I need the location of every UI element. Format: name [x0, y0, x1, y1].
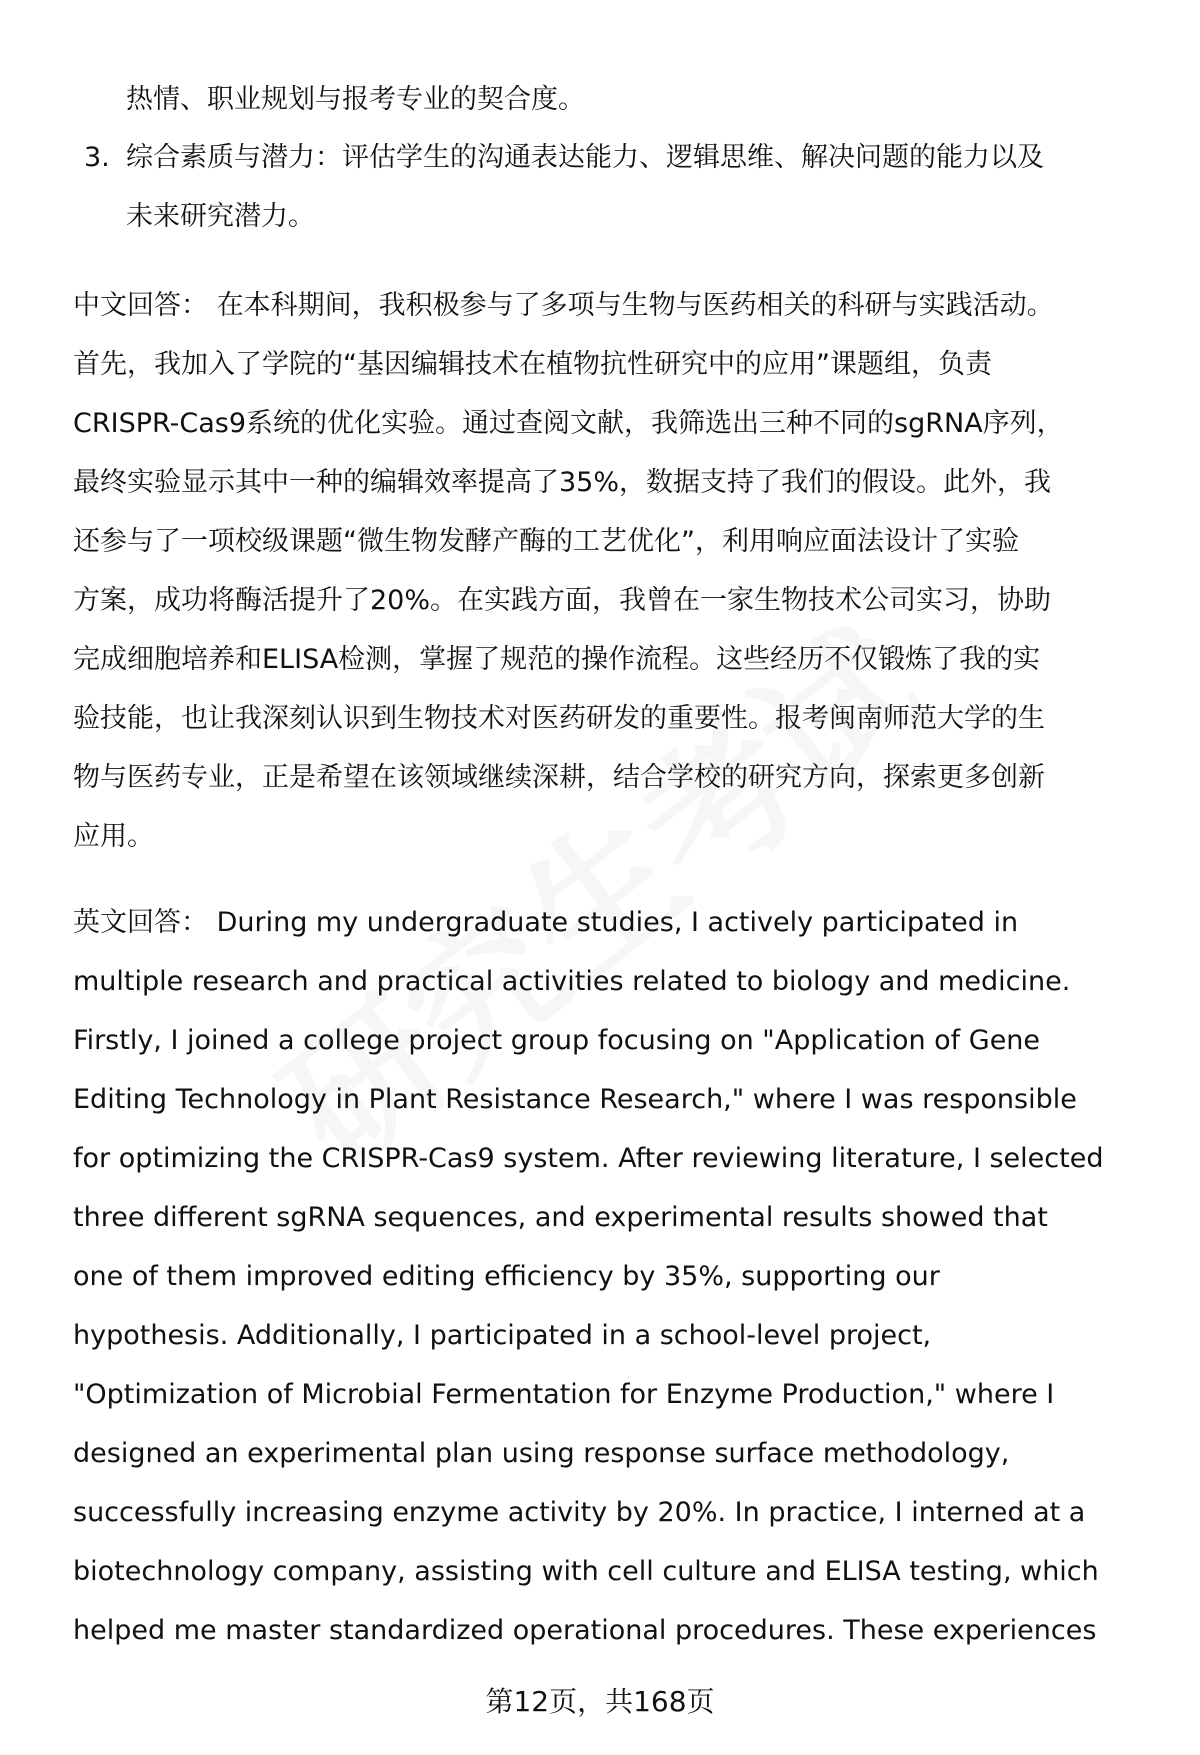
paragraph-line: 中文回答： 在本科期间，我积极参与了多项与生物与医药相关的科研与实践活动。 — [73, 290, 1054, 321]
paragraph-line: successfully increasing enzyme activity by 20%. In practice, I interned at a — [73, 1497, 1086, 1528]
paragraph-line: 方案，成功将酶活提升了20%。在实践方面，我曾在一家生物技术公司实习，协助 — [73, 585, 1052, 616]
paragraph-line: 首先，我加入了学院的“基因编辑技术在植物抗性研究中的应用”课题组，负责 — [73, 349, 992, 380]
list-continuation: 热情、职业规划与报考专业的契合度。 — [126, 84, 585, 115]
paragraph-line: 完成细胞培养和ELISA检测，掌握了规范的操作流程。这些经历不仅锻炼了我的实 — [73, 644, 1041, 675]
paragraph-line: 物与医药专业，正是希望在该领域继续深耕，结合学校的研究方向，探索更多创新 — [73, 762, 1045, 793]
paragraph-line: hypothesis. Additionally, I participated in a school-level project, — [73, 1320, 932, 1351]
list-number-3: 3. — [84, 142, 110, 173]
paragraph-line: "Optimization of Microbial Fermentation for Enzyme Production," where I — [73, 1379, 1055, 1410]
paragraph-line: one of them improved editing efficiency by 35%, supporting our — [73, 1261, 940, 1292]
paragraph-line: CRISPR-Cas9系统的优化实验。通过查阅文献，我筛选出三种不同的sgRNA序列， — [73, 408, 1064, 439]
paragraph-line: designed an experimental plan using response surface methodology, — [73, 1438, 1010, 1469]
paragraph-line: multiple research and practical activities related to biology and medicine. — [73, 966, 1071, 997]
paragraph-line: 英文回答： During my undergraduate studies, I actively participated in — [73, 907, 1019, 938]
paragraph-line: 应用。 — [73, 821, 154, 852]
paragraph-line: 最终实验显示其中一种的编辑效率提高了35%，数据支持了我们的假设。此外，我 — [73, 467, 1052, 498]
paragraph-line: 还参与了一项校级课题“微生物发酵产酶的工艺优化”，利用响应面法设计了实验 — [73, 526, 1019, 557]
paragraph-line: for optimizing the CRISPR-Cas9 system. After reviewing literature, I selected — [73, 1143, 1104, 1174]
paragraph-line: three different sgRNA sequences, and experimental results showed that — [73, 1202, 1048, 1233]
paragraph-line: Editing Technology in Plant Resistance Research," where I was responsible — [73, 1084, 1077, 1115]
paragraph-line: biotechnology company, assisting with cell culture and ELISA testing, which — [73, 1556, 1099, 1587]
list-item-3-line: 综合素质与潜力：评估学生的沟通表达能力、逻辑思维、解决问题的能力以及 — [126, 142, 1044, 173]
paragraph-line: 验技能，也让我深刻认识到生物技术对医药研发的重要性。报考闽南师范大学的生 — [73, 703, 1045, 734]
paragraph-line: Firstly, I joined a college project group focusing on "Application of Gene — [73, 1025, 1041, 1056]
paragraph-line: helped me master standardized operational procedures. These experiences — [73, 1615, 1097, 1646]
list-item-3-line: 未来研究潜力。 — [126, 201, 315, 232]
page-number: 第12页，共168页 — [485, 1685, 715, 1718]
